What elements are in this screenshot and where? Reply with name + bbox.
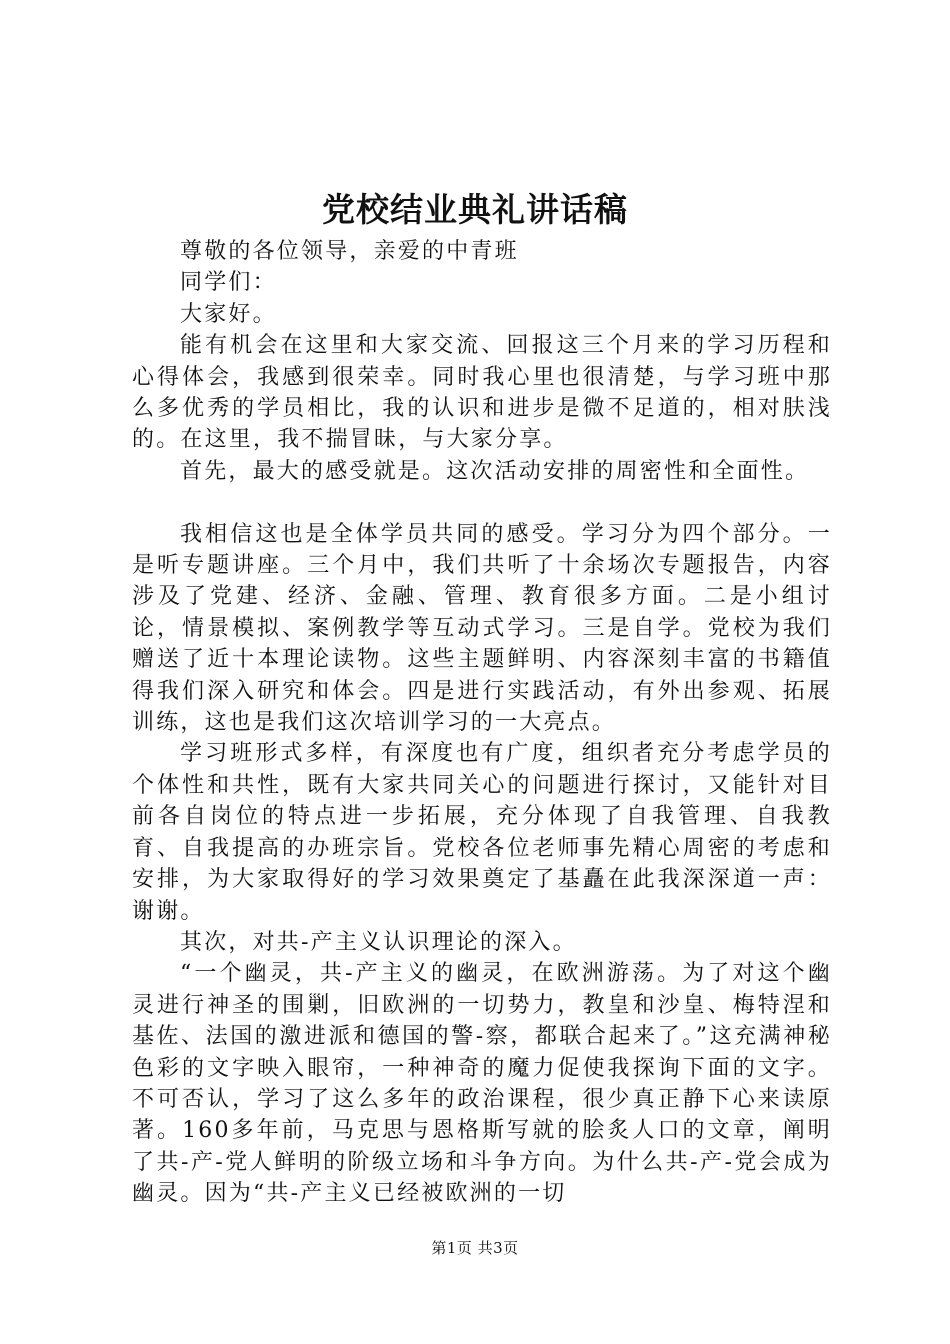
paragraph-greeting: 大家好。: [180, 301, 277, 327]
paragraph-first-point: 首先，最大的感受就是。这次活动安排的周密性和全面性。: [180, 458, 810, 484]
paragraph-four-parts: 我相信这也是全体学员共同的感受。学习分为四个部分。一是听专题讲座。三个月中，我们共听了十余场次专题报告，内容涉及了党建、经济、金融、管理、教育很多方面。二是小组讨论，情景模拟、案例教学等互动式学习。三是自学。党校为我们赠送了近十本理论读物。这些主题鲜明、内容深刻丰富的书籍值得我们深入研究和体会。四是进行实践活动，有外出参观、拓展训练，这也是我们这次培训学习的一大亮点。: [132, 521, 832, 736]
paragraph-intro: 能有机会在这里和大家交流、回报这三个月来的学习历程和心得体会，我感到很荣幸。同时我心里也很清楚，与学习班中那么多优秀的学员相比，我的认识和进步是微不足道的，相对肤浅的。在这里，我不揣冒昧，与大家分享。: [132, 333, 832, 453]
page-number-footer: 第1页 共3页: [431, 1239, 519, 1257]
paragraph-salutation-cont: 同学们：: [180, 270, 277, 296]
paragraph-quote: “一个幽灵，共-产主义的幽灵，在欧洲游荡。为了对这个幽灵进行神圣的围剿，旧欧洲的一切势力，教皇和沙皇、梅特涅和基佐、法国的激进派和德国的警-察，都联合起来了。”这充满神秘色彩的文字映入眼帘，一种神奇的魔力促使我探询下面的文字。不可否认，学习了这么多年的政治课程，很少真正静下心来读原著。160多年前，马克思与恩格斯写就的脍炙人口的文章，阐明了共-产-党人鲜明的阶级立场和斗争方向。为什么共-产-党会成为幽灵。因为“共-产主义已经被欧洲的一切: [132, 961, 832, 1207]
paragraph-salutation: 尊敬的各位领导，亲爱的中青班: [180, 239, 519, 264]
paragraph-forms: 学习班形式多样，有深度也有广度，组织者充分考虑学员的个体性和共性，既有大家共同关心的问题进行探讨，又能针对目前各自岗位的特点进一步拓展，充分体现了自我管理、自我教育、自我提高的办班宗旨。党校各位老师事先精心周密的考虑和安排，为大家取得好的学习效果奠定了基矗在此我深深道一声：谢谢。: [132, 741, 832, 924]
paragraph-second-point: 其次，对共-产主义认识理论的深入。: [180, 929, 577, 955]
document-body: [132, 236, 832, 1210]
document-title: 党校结业典礼讲话稿: [322, 190, 628, 229]
